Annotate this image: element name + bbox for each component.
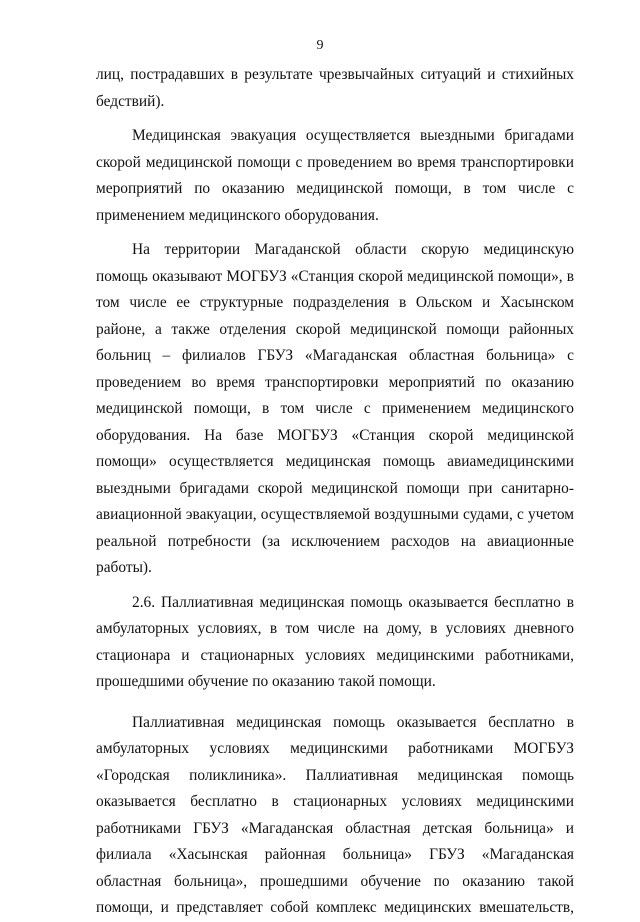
document-body xyxy=(96,62,574,922)
paragraph-palliative-care-providers: Паллиативная медицинская помощь оказывается бесплатно в амбулаторных условиях медицинскими работниками МОГБУЗ «Городская поликлиника». Паллиативная медицинская помощь оказывается бесплатно в стационарных условиях медицинскими работниками ГБУЗ «Магаданская областная детская больница» и филиала «Хасынская районная больница» ГБУЗ «Магаданская областная больница», прошедшими обучение по оказанию такой помощи, и представляет собой комплекс медицинских вмешательств, xyxy=(96,713,574,916)
paragraph-medical-evacuation: Медицинская эвакуация осуществляется выездными бригадами скорой медицинской помощи с проведением во время транспортировки мероприятий по оказанию медицинской помощи, в том числе с применением медицинского оборудования. xyxy=(96,127,574,224)
page-number: 9 xyxy=(316,38,324,53)
paragraph-continuation: лиц, пострадавших в результате чрезвычайных ситуаций и стихийных бедствий). xyxy=(96,66,574,110)
paragraph-emergency-care-magadan: На территории Магаданской области скорую медицинскую помощь оказывают МОГБУЗ «Станция скорой медицинской помощи», в том числе ее структурные подразделения в Ольском и Хасынском районе, а также отделения скорой медицинской помощи районных больниц – филиалов ГБУЗ «Магаданская областная больница» с проведением во время транспортировки мероприятий по оказанию медицинской помощи, в том числе с применением медицинского оборудования. На базе МОГБУЗ «Станция скорой медицинской помощи» осуществляется медицинская помощь авиамедицинскими выездными бригадами скорой медицинской помощи при санитарно-авиационной эвакуации, осуществляемой воздушными судами, с учетом реальной потребности (за исключением расходов на авиационные работы). xyxy=(96,241,574,576)
paragraph-palliative-care-2-6: 2.6. Паллиативная медицинская помощь оказывается бесплатно в амбулаторных условиях, в том числе на дому, в условиях дневного стационара и стационарных условиях медицинскими работниками, прошедшими обучение по оказанию такой помощи. xyxy=(96,593,574,690)
